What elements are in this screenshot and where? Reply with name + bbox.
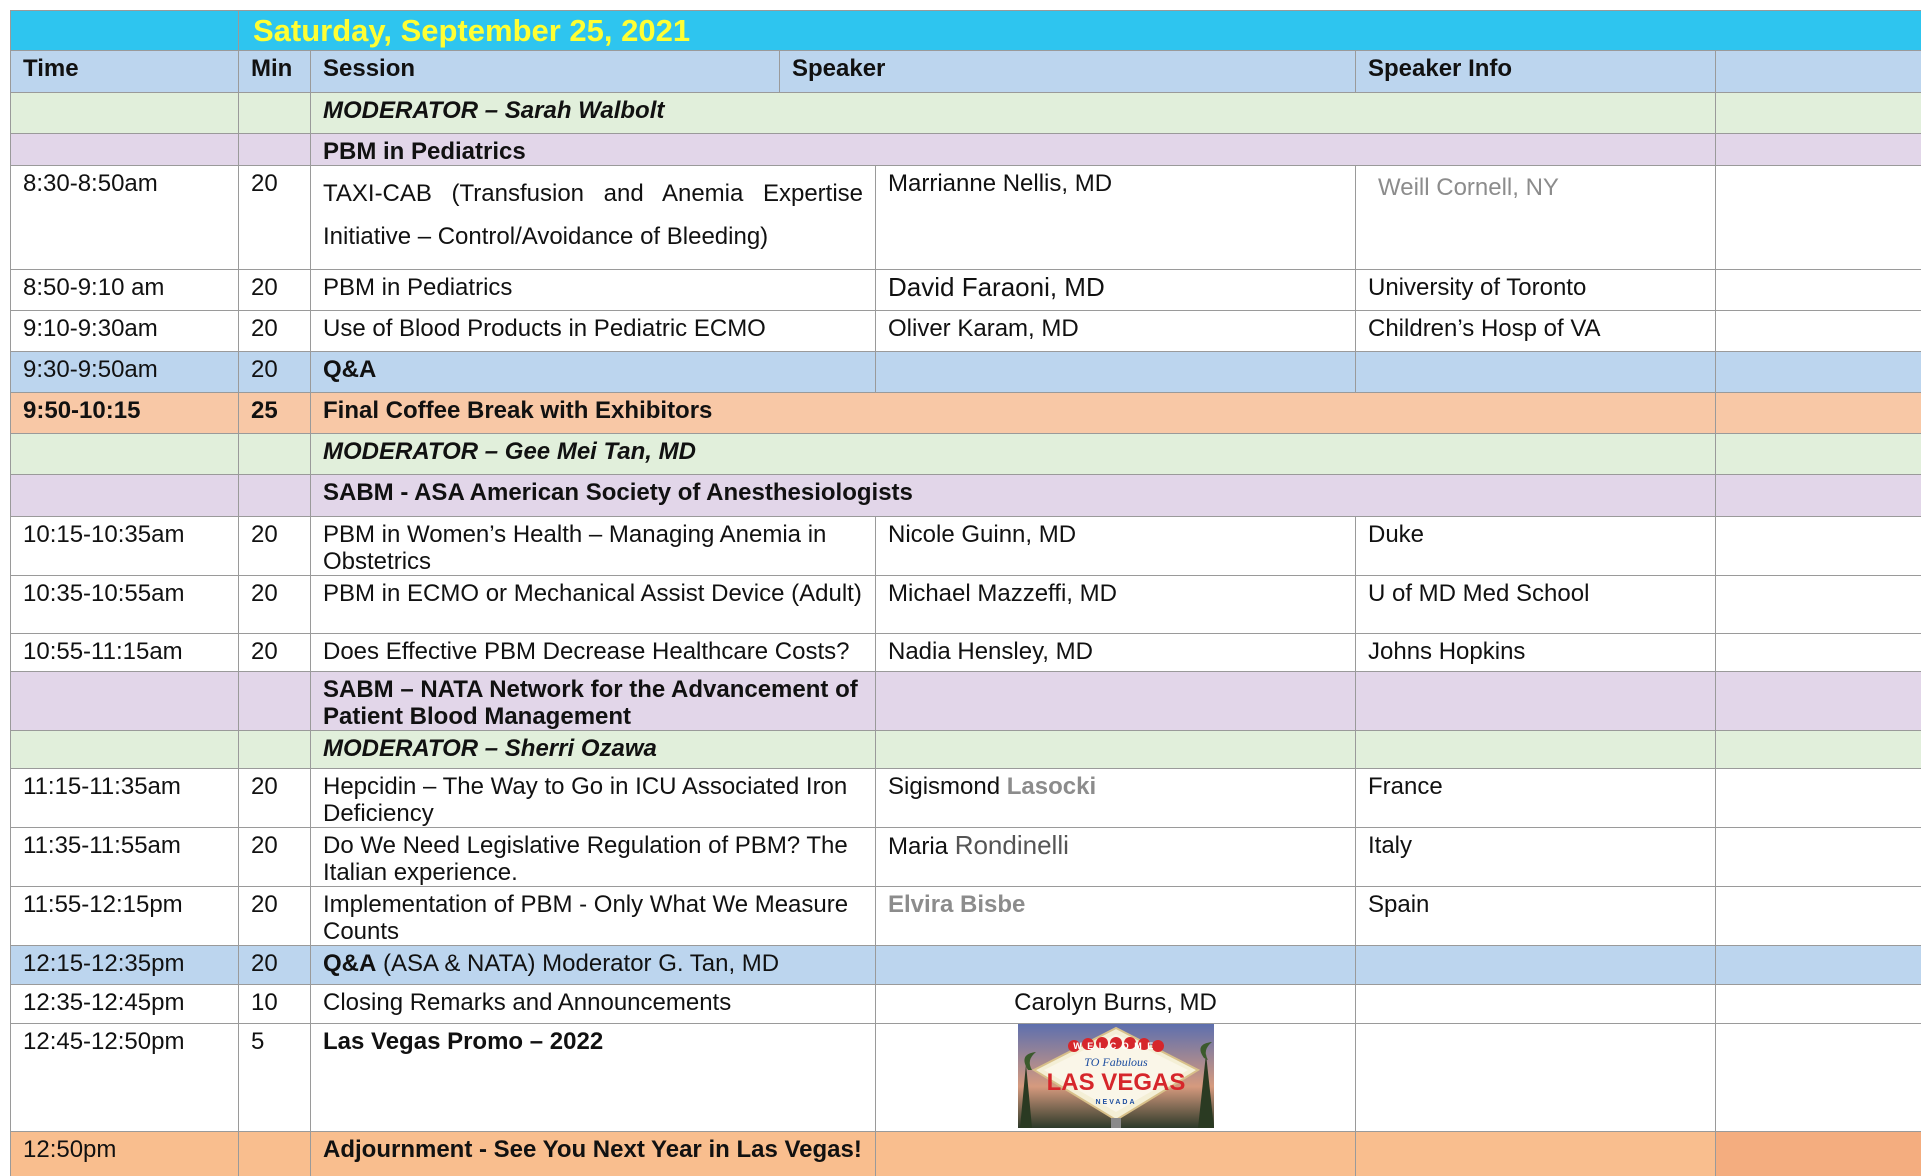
speaker-cell: Michael Mazzeffi, MD <box>876 576 1356 634</box>
time-cell: 10:35-10:55am <box>11 576 239 634</box>
speaker-cell: Nadia Hensley, MD <box>876 634 1356 672</box>
time-cell: 8:50-9:10 am <box>11 270 239 311</box>
section-label: SABM – NATA Network for the Advancement of Patient Blood Management <box>311 672 876 731</box>
header-time: Time <box>11 51 239 93</box>
session-row <box>11 634 1921 672</box>
time-cell: 12:45-12:50pm <box>11 1024 239 1132</box>
session-row <box>11 576 1921 634</box>
header-min: Min <box>239 51 311 93</box>
min-cell: 20 <box>239 517 311 576</box>
speaker-info-cell: Children’s Hosp of VA <box>1356 311 1716 352</box>
session-row <box>11 985 1921 1024</box>
title-spacer <box>11 11 239 51</box>
speaker-cell <box>876 769 1356 828</box>
time-cell: 11:35-11:55am <box>11 828 239 887</box>
session-row <box>11 1024 1921 1132</box>
speaker-info-cell: University of Toronto <box>1356 270 1716 311</box>
speaker-cell: Elvira Bisbe <box>876 887 1356 946</box>
session-cell: Q&A <box>311 352 876 393</box>
qa-row <box>11 946 1921 985</box>
min-cell: 20 <box>239 270 311 311</box>
session-row <box>11 166 1921 270</box>
speaker-last-name: Rondinelli <box>954 830 1069 860</box>
header-session: Session <box>311 51 780 93</box>
time-cell: 8:30-8:50am <box>11 166 239 270</box>
speaker-cell: Carolyn Burns, MD <box>876 985 1356 1024</box>
page-title: Saturday, September 25, 2021 <box>239 11 1921 51</box>
session-cell: Do We Need Legislative Regulation of PBM? The Italian experience. <box>311 828 876 887</box>
logo-welcome-text: WELCOME <box>1072 1041 1159 1051</box>
moderator-label: MODERATOR – Gee Mei Tan, MD <box>311 434 1716 475</box>
session-cell: Adjournment - See You Next Year in Las Vegas! <box>311 1132 876 1176</box>
session-row <box>11 270 1921 311</box>
time-cell: 9:30-9:50am <box>11 352 239 393</box>
section-row <box>11 134 1921 166</box>
min-cell: 20 <box>239 576 311 634</box>
header-speaker-info: Speaker Info <box>1356 51 1716 93</box>
speaker-info-cell: U of MD Med School <box>1356 576 1716 634</box>
qa-detail: (ASA & NATA) Moderator G. Tan, MD <box>376 950 780 977</box>
section-row <box>11 475 1921 517</box>
logo-fabulous-text: TO Fabulous <box>1083 1055 1148 1069</box>
time-cell: 12:35-12:45pm <box>11 985 239 1024</box>
section-row <box>11 672 1921 731</box>
logo-lasvegas-text: LAS VEGAS <box>1046 1069 1185 1096</box>
moderator-label: MODERATOR – Sherri Ozawa <box>311 731 876 769</box>
min-cell: 20 <box>239 634 311 672</box>
session-cell <box>311 946 876 985</box>
moderator-row <box>11 93 1921 134</box>
las-vegas-sign-image <box>1018 1024 1214 1128</box>
speaker-cell: Marrianne Nellis, MD <box>876 166 1356 270</box>
session-row <box>11 311 1921 352</box>
session-cell: Hepcidin – The Way to Go in ICU Associated Iron Deficiency <box>311 769 876 828</box>
adjournment-row <box>11 1132 1921 1176</box>
min-cell: 25 <box>239 393 311 434</box>
schedule-table <box>10 10 1921 1176</box>
min-cell <box>239 1132 311 1176</box>
session-row <box>11 887 1921 946</box>
speaker-cell: Oliver Karam, MD <box>876 311 1356 352</box>
time-cell: 12:50pm <box>11 1132 239 1176</box>
speaker-info-cell: Weill Cornell, NY <box>1356 166 1716 270</box>
session-cell: PBM in Pediatrics <box>311 270 876 311</box>
speaker-cell <box>876 828 1356 887</box>
session-cell: Final Coffee Break with Exhibitors <box>311 393 1716 434</box>
session-cell: PBM in ECMO or Mechanical Assist Device (Adult) <box>311 576 876 634</box>
session-row <box>11 517 1921 576</box>
min-cell: 20 <box>239 311 311 352</box>
speaker-last-name: Lasocki <box>1006 773 1097 800</box>
session-cell: Does Effective PBM Decrease Healthcare Costs? <box>311 634 876 672</box>
min-cell: 10 <box>239 985 311 1024</box>
min-cell: 20 <box>239 828 311 887</box>
session-cell: Use of Blood Products in Pediatric ECMO <box>311 311 876 352</box>
moderator-label: MODERATOR – Sarah Walbolt <box>311 93 1716 134</box>
speaker-info-cell: Johns Hopkins <box>1356 634 1716 672</box>
section-label: PBM in Pediatrics <box>311 134 1716 166</box>
session-cell: Closing Remarks and Announcements <box>311 985 876 1024</box>
speaker-first-name: Maria <box>888 833 949 860</box>
min-cell: 20 <box>239 352 311 393</box>
time-cell: 9:50-10:15 <box>11 393 239 434</box>
time-cell: 11:15-11:35am <box>11 769 239 828</box>
header-speaker: Speaker <box>780 51 1356 93</box>
speaker-first-name: Sigismond <box>888 773 1001 800</box>
header-extra <box>1716 51 1921 93</box>
session-row <box>11 769 1921 828</box>
min-cell: 20 <box>239 887 311 946</box>
speaker-info-cell: Spain <box>1356 887 1716 946</box>
logo-cell <box>876 1024 1356 1132</box>
speaker-info-cell: Duke <box>1356 517 1716 576</box>
moderator-row <box>11 731 1921 769</box>
schedule-page <box>10 10 1921 1176</box>
time-cell: 10:55-11:15am <box>11 634 239 672</box>
time-cell: 10:15-10:35am <box>11 517 239 576</box>
session-cell: PBM in Women’s Health – Managing Anemia in Obstetrics <box>311 517 876 576</box>
min-cell: 20 <box>239 946 311 985</box>
min-cell: 20 <box>239 769 311 828</box>
session-cell: Las Vegas Promo – 2022 <box>311 1024 876 1132</box>
time-cell: 12:15-12:35pm <box>11 946 239 985</box>
session-cell: Implementation of PBM - Only What We Measure Counts <box>311 887 876 946</box>
logo-nevada-text: NEVADA <box>1094 1099 1137 1106</box>
moderator-row <box>11 434 1921 475</box>
speaker-cell: Nicole Guinn, MD <box>876 517 1356 576</box>
qa-row <box>11 352 1921 393</box>
speaker-cell: David Faraoni, MD <box>876 270 1356 311</box>
break-row <box>11 393 1921 434</box>
session-row <box>11 828 1921 887</box>
session-cell: TAXI-CAB (Transfusion and Anemia Expertise Initiative – Control/Avoidance of Bleeding) <box>311 166 876 270</box>
time-cell: 11:55-12:15pm <box>11 887 239 946</box>
speaker-info-cell: Italy <box>1356 828 1716 887</box>
qa-label: Q&A <box>323 950 377 977</box>
section-label: SABM - ASA American Society of Anesthesiologists <box>311 475 1716 517</box>
min-cell: 5 <box>239 1024 311 1132</box>
time-cell: 9:10-9:30am <box>11 311 239 352</box>
speaker-info-cell: France <box>1356 769 1716 828</box>
min-cell: 20 <box>239 166 311 270</box>
